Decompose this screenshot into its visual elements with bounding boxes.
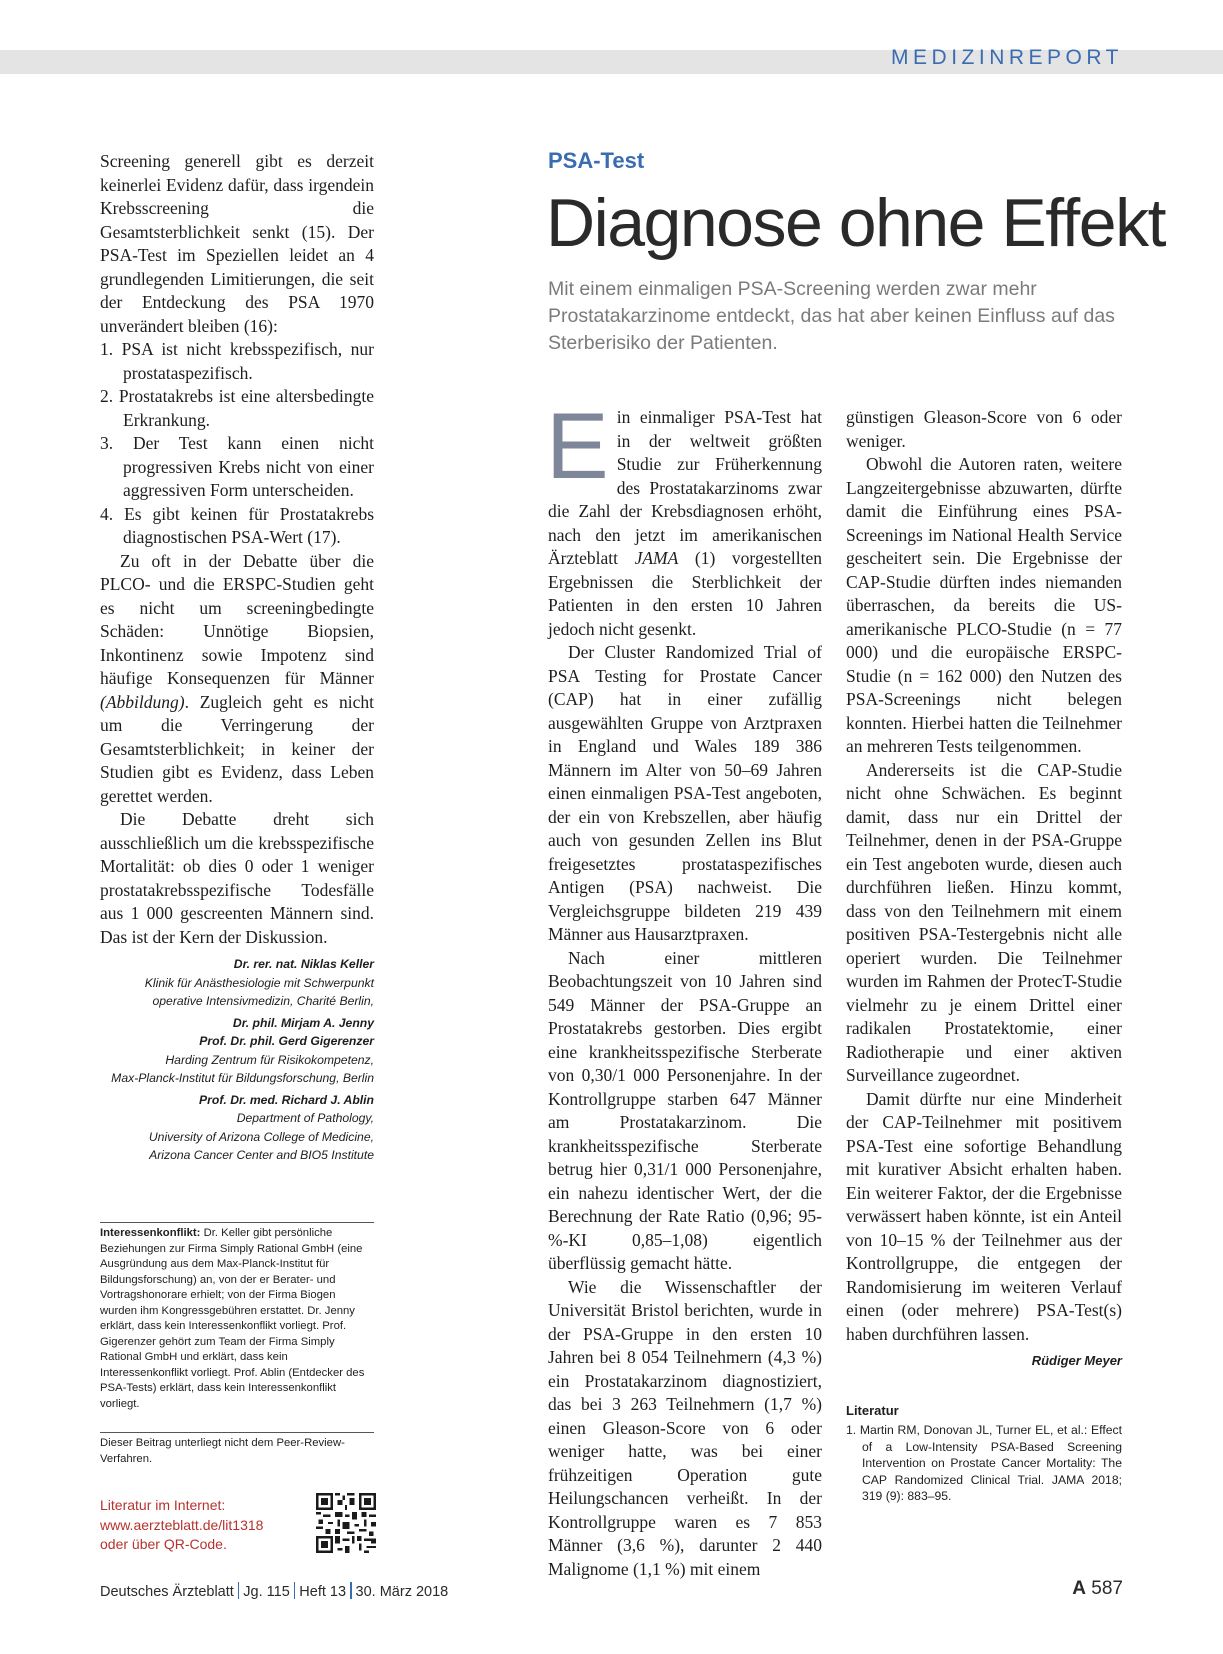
volume: Jg. 115 [243,1584,290,1600]
signature-affiliation: operative Intensivmedizin, Charité Berlin, [152,994,374,1008]
signature-name: Prof. Dr. phil. Gerd Gigerenzer [199,1034,374,1048]
divider [100,1222,374,1223]
article-paragraph-5: günstigen Gleason-Score von 6 oder weniger. [846,407,1122,451]
list-item: 3. Der Test kann einen nicht progressiven Krebs nicht von einer aggressiven Form unterscheiden. [100,433,374,500]
signature-affiliation: Department of Pathology, [236,1111,374,1125]
signature-affiliation: Klinik für Anästhesiologie mit Schwerpunkt [144,975,374,990]
list-item: 1. PSA ist nicht krebsspezifisch, nur prostataspezifisch. [100,339,374,383]
reference-item: 1. Martin RM, Donovan JL, Turner EL, et al.: Effect of a Low-Intensity PSA-Based Screening Intervention on Prostate Cancer Mortality: The CAP Randomized Clinical Trial. JAMA 2018; 319 (9): 883–95. [846,1423,1122,1503]
divider [100,1432,374,1433]
left-intro-paragraph: Screening generell gibt es derzeit keinerlei Evidenz dafür, dass irgendein Krebsscreening die Gesamtsterblichkeit senkt (15). Der PSA-Test im Speziellen leidet an 4 grundlegenden Limitierungen, die seit der Entdeckung des PSA 1970 unverändert bleiben (16): [100,151,374,336]
references-heading: Literatur [846,1402,899,1418]
article-paragraph-7: Andererseits ist die CAP-Studie nicht ohne Schwächen. Es beginnt damit, dass nur ein Drittel der Teilnehmer, denen in der PSA-Gruppe ein Test angeboten wurde, diesen auch durchführen ließen. Hinzu kommt, dass von den Teilnehmern mit einem positiven PSA-Testergebnis nicht alle operiert wurden. Die Teilnehmer wurden im Rahmen der ProtecT-Studie vielmehr zu je einem Drittel einer radikalen Prostatektomie, einer Radiotherapie und einer aktiven Surveillance zugeordnet. [846,759,1122,1085]
page-number: A 587 [1072,1578,1123,1599]
qr-code-icon[interactable] [316,1493,376,1553]
list-item: 2. Prostatakrebs ist eine altersbedingte Erkrankung. [100,386,374,430]
article-paragraph-3: Nach einer mittleren Beobachtungszeit von 10 Jahren sind 549 Männer der PSA-Gruppe an Prostatakrebs gestorben. Dies ergibt eine krankheitsspezifische Sterberate von 0,30/1 000 Personenjahre. In der Kontrollgruppe starben 647 Männer am Prostatakarzinom. Die krankheitsspezifische Sterberate betrug hier 0,31/1 000 Personenjahre, ein nahezu identischer Wert, der die Berechnung der Rate Ratio (0,96; 95-%-KI 0,85–1,08) eigentlich überflüssig gemacht hätte. [548,947,822,1273]
article-column-1 [546,393,822,1581]
signature-name: Dr. rer. nat. Niklas Keller [233,957,374,971]
signature-affiliation: Arizona Cancer Center and BIO5 Institute [149,1148,374,1162]
conflict-label: Interessenkonflikt: [100,1227,201,1239]
footer [100,1582,448,1600]
article-lead: Mit einem einmaligen PSA-Screening werden zwar mehr Prostatakarzinome entdeckt, das hat aber keinen Einfluss auf das Sterberisiko der Patienten. [548,278,1115,354]
signature-affiliation: Max-Planck-Institut für Bildungsforschung, Berlin [111,1071,374,1085]
article-column-2 [846,406,1122,1505]
article-paragraph-1: Ein einmaliger PSA-Test hat in der weltweit größten Studie zur Früherkennung des Prostatakarzinoms zwar die Zahl der Krebsdiagnosen erhöht, nach den jetzt im amerikanischen Ärzteblatt JAMA (1) vorgestellten Ergebnissen die Sterblichkeit der Patienten in den ersten 10 Jahren jedoch nicht gesenkt. [546,393,822,639]
signature-name: Dr. phil. Mirjam A. Jenny [232,1015,374,1030]
peer-review-note: Dieser Beitrag unterliegt nicht dem Peer-Review-Verfahren. [100,1437,345,1465]
left-paragraph-2: Zu oft in der Debatte über die PLCO- und die ERSPC-Studien geht es nicht um screeningbedingte Schäden: Unnötige Biopsien, Inkontinenz sowie Impotenz sind häufige Konsequenzen für Männer (Abbildung). Zugleich geht es nicht um die Verringerung der Gesamtsterblichkeit; in keiner der Studien gibt es Evidenz, dass Leben gerettet werden. [100,550,374,806]
left-column [100,150,374,1165]
figure-reference: (Abbildung) [100,691,185,712]
signature-affiliation: University of Arizona College of Medicine, [148,1129,374,1144]
issue: Heft 13 [299,1584,347,1600]
literature-url[interactable]: www.aerzteblatt.de/lit1318 [100,1516,264,1533]
article-kicker: PSA-Test [548,148,645,173]
author-signatures [100,955,374,1165]
article-paragraph-2: Der Cluster Randomized Trial of PSA Testing for Prostate Cancer (CAP) hat in einer zufällig ausgewählten Gruppe von Arztpraxen in England und Wales 189 386 Männern im Alter von 50–69 Jahren einen einmaligen PSA-Test angeboten, der ein von Krebszellen, aber häufig auch von gesunden Zellen ins Blut freigesetztes prostataspezifisches Antigen (PSA) nachweist. Die Vergleichsgruppe bildeten 219 439 Männer aus Hausarztpraxen. [548,642,822,944]
conflict-of-interest [100,1226,374,1412]
drop-cap: E [546,393,609,498]
article-paragraph-4: Wie die Wissenschaftler der Universität Bristol berichten, wurde in der PSA-Gruppe in den ersten 10 Jahren bei 8 054 Teilnehmern (4,3 %) ein Prostatakarzinom diagnostiziert, das bei 3 263 Teilnehmern (1,7 %) einen Gleason-Score von 6 oder weniger hatte, was bei einer frühzeitigen Operation gute Heilungschancen verheißt. In der Kontrollgruppe waren es 7 853 Männer (3,6 %), darunter 2 440 Malignome (1,1 %) mit einem [548,1276,822,1579]
issue-date: 30. März 2018 [355,1584,449,1600]
article-title: Diagnose ohne Effekt [546,185,1165,261]
limitations-list [100,338,374,550]
list-item: 4. Es gibt keinen für Prostatakrebs diagnostischen PSA-Wert (17). [100,503,374,547]
journal-name: JAMA [634,548,679,568]
journal-title: Deutsches Ärzteblatt [100,1584,234,1600]
article-paragraph-6: Obwohl die Autoren raten, weitere Langzeitergebnisse abzuwarten, dürfte damit die Einführung eines PSA-Screenings im National Health Service gescheitert sein. Die Ergebnisse der CAP-Studie dürften indes niemanden überraschen, da bereits die US-amerikanische PLCO-Studie (n = 77 000) und die europäische ERSPC-Studie (n = 162 000) den Nutzen des PSA-Screenings nicht belegen konnten. Hierbei hatten die Teilnehmer an mehreren Tests teilgenommen. [846,454,1122,756]
conflict-text: Dr. Keller gibt persönliche Beziehungen zur Firma Simply Rational GmbH (eine Ausgründung aus dem Max-Planck-Institut für Bildungsforschung) an, von der er Berater- und Vortragshonorare erhielt; von der Firma Biogen wurden ihm Kongressgebühren erstattet. Dr. Jenny erklärt, dass kein Interessenkonflikt vorliegt. Prof. Gigerenzer gehört zum Team der Firma Simply Rational GmbH und erklärt, dass kein Interessenkonflikt vorliegt. Prof. Ablin (Entdecker des PSA-Tests) erklärt, dass kein Interessenkonflikt vorliegt. [100,1227,365,1410]
article-author: Rüdiger Meyer [1031,1353,1122,1368]
signature-affiliation: Harding Zentrum für Risikokompetenz, [165,1052,374,1067]
article-paragraph-8: Damit dürfte nur eine Minderheit der CAP-Teilnehmer mit positivem PSA-Test eine sofortige Behandlung mit kurativer Absicht erhalten haben. Ein weiterer Faktor, der die Ergebnisse verwässert haben könnte, ist ein Anteil von 10–15 % der Teilnehmer aus der Kontrollgruppe, die entgegen der Randomisierung im weiteren Verlauf einen (oder mehrere) PSA-Test(s) haben durchführen lassen. Rüdiger Meyer [846,1088,1122,1347]
section-label: MEDIZINREPORT [891,46,1123,69]
left-paragraph-3: Die Debatte dreht sich ausschließlich um die krebsspezifische Mortalität: ob dies 0 oder 1 weniger prostatakrebsspezifische Todesfälle aus 1 000 gescreenten Männern sind. Das ist der Kern der Diskussion. [100,809,374,947]
signature-name: Prof. Dr. med. Richard J. Ablin [199,1092,374,1107]
literature-link[interactable]: Literatur im Internet: www.aerzteblatt.de/lit1318 oder über QR-Code. [100,1497,264,1552]
